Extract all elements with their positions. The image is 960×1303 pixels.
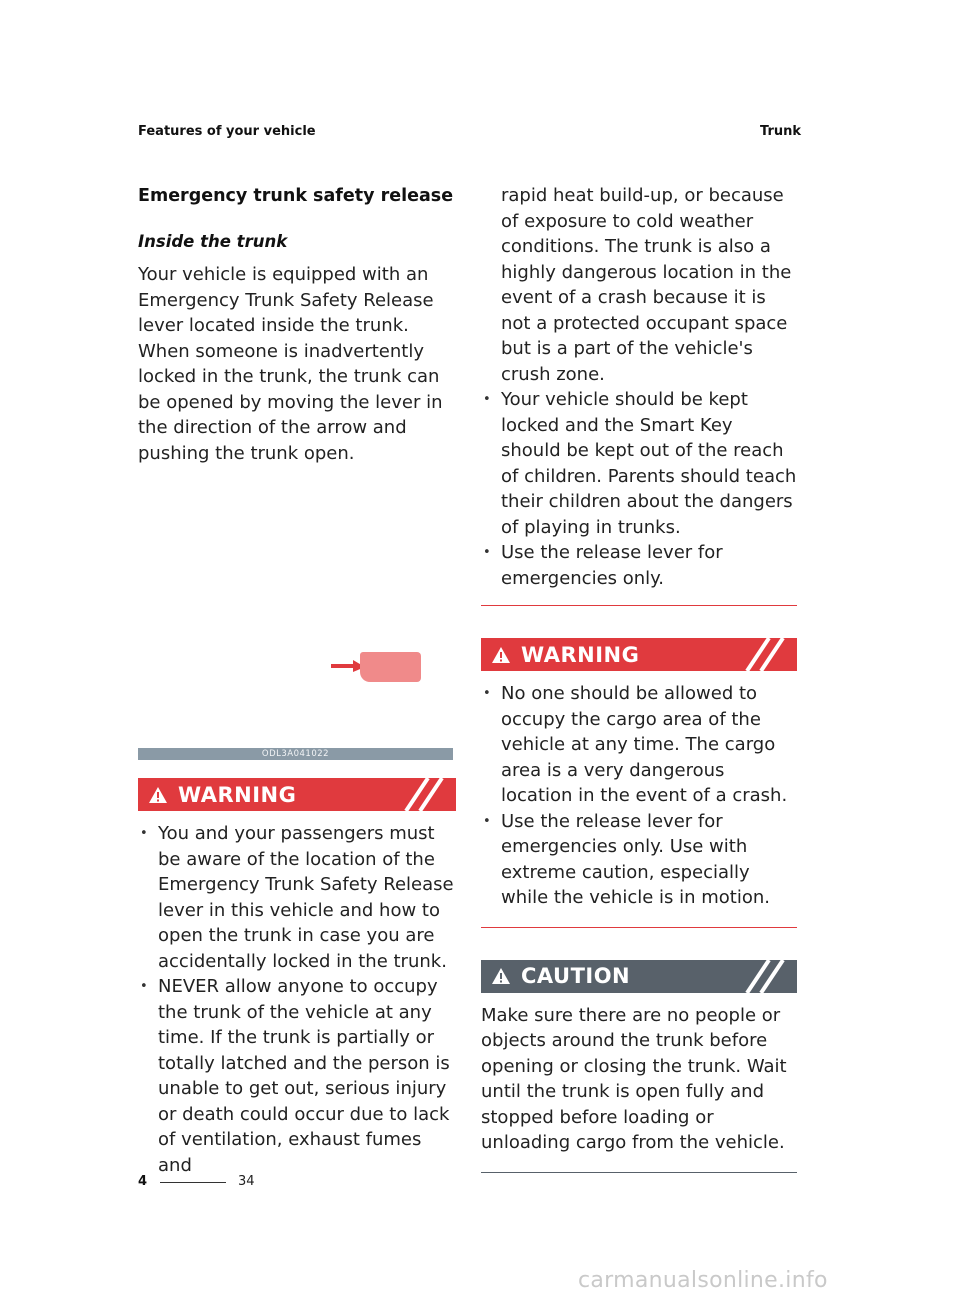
release-lever-image [360, 652, 421, 682]
stripes-decoration [396, 778, 456, 811]
divider [481, 927, 797, 928]
subsection-title: Inside the trunk [138, 232, 288, 251]
list-item: • No one should be allowed to occupy the cargo area of the vehicle at any time. The cargo area is a very dangerous location in the event of a crash. [481, 681, 797, 809]
list-item: • You and your passengers must be aware of the location of the Emergency Trunk Safety Release lever in this vehicle and how to open the trunk in case you are accidentally locked in the trunk. [138, 821, 456, 974]
list-item: • Your vehicle should be kept locked and the Smart Key should be kept out of the reach of children. Parents should teach their children about the dangers of playing in trunks. [481, 387, 797, 540]
left-column [138, 180, 456, 1178]
list-item-continued: rapid heat build-up, or because of exposure to cold weather conditions. The trunk is also a highly dangerous location in the event of a crash because it is not a protected occupant space but is a part of the vehicle's crush zone. [501, 185, 792, 385]
warning-banner [481, 638, 797, 671]
running-header-topic: Trunk [760, 124, 802, 139]
stripes-decoration [737, 960, 797, 993]
page-number: 34 [238, 1174, 255, 1189]
chapter-number: 4 [138, 1174, 148, 1189]
watermark: carmanualsonline.info [578, 1268, 828, 1293]
warning-list [138, 821, 456, 1178]
list-item: • Use the release lever for emergencies only. [481, 540, 797, 591]
trunk-release-figure [138, 484, 453, 760]
list-item: • NEVER allow anyone to occupy the trunk of the vehicle at any time. If the trunk is partially or totally latched and the person is unable to get out, serious injury or death could occur due to lack of ventilation, exhaust fumes and [138, 974, 456, 1178]
section-title: Emergency trunk safety release [138, 186, 454, 206]
right-column [481, 183, 797, 1173]
warning-triangle-icon [491, 646, 511, 664]
warning-title: WARNING [178, 782, 297, 807]
running-header-section: Features of your vehicle [138, 124, 316, 139]
warning-triangle-icon [148, 786, 168, 804]
caution-triangle-icon [491, 967, 511, 985]
warning-banner [138, 778, 456, 811]
caution-title: CAUTION [521, 964, 631, 988]
figure-code: ODL3A041022 [138, 748, 453, 760]
caution-text: Make sure there are no people or objects around the trunk before opening or closing the trunk. Wait until the trunk is open fully and stopped before loading or unloading cargo from the vehicle. [481, 1004, 787, 1153]
continued-list [481, 183, 797, 591]
divider [481, 1172, 797, 1173]
caution-banner [481, 960, 797, 993]
footer-divider [160, 1182, 226, 1183]
divider [481, 605, 797, 606]
list-item: • Use the release lever for emergencies only. Use with extreme caution, especially while the vehicle is in motion. [481, 809, 797, 911]
warning-title: WARNING [521, 642, 640, 667]
warning-list [481, 681, 797, 911]
stripes-decoration [737, 638, 797, 671]
intro-paragraph: Your vehicle is equipped with an Emergency Trunk Safety Release lever located inside the trunk. When someone is inadvertently locked in the trunk, the trunk can be opened by moving the lever in the direction of the arrow and pushing the trunk open. [138, 264, 443, 464]
